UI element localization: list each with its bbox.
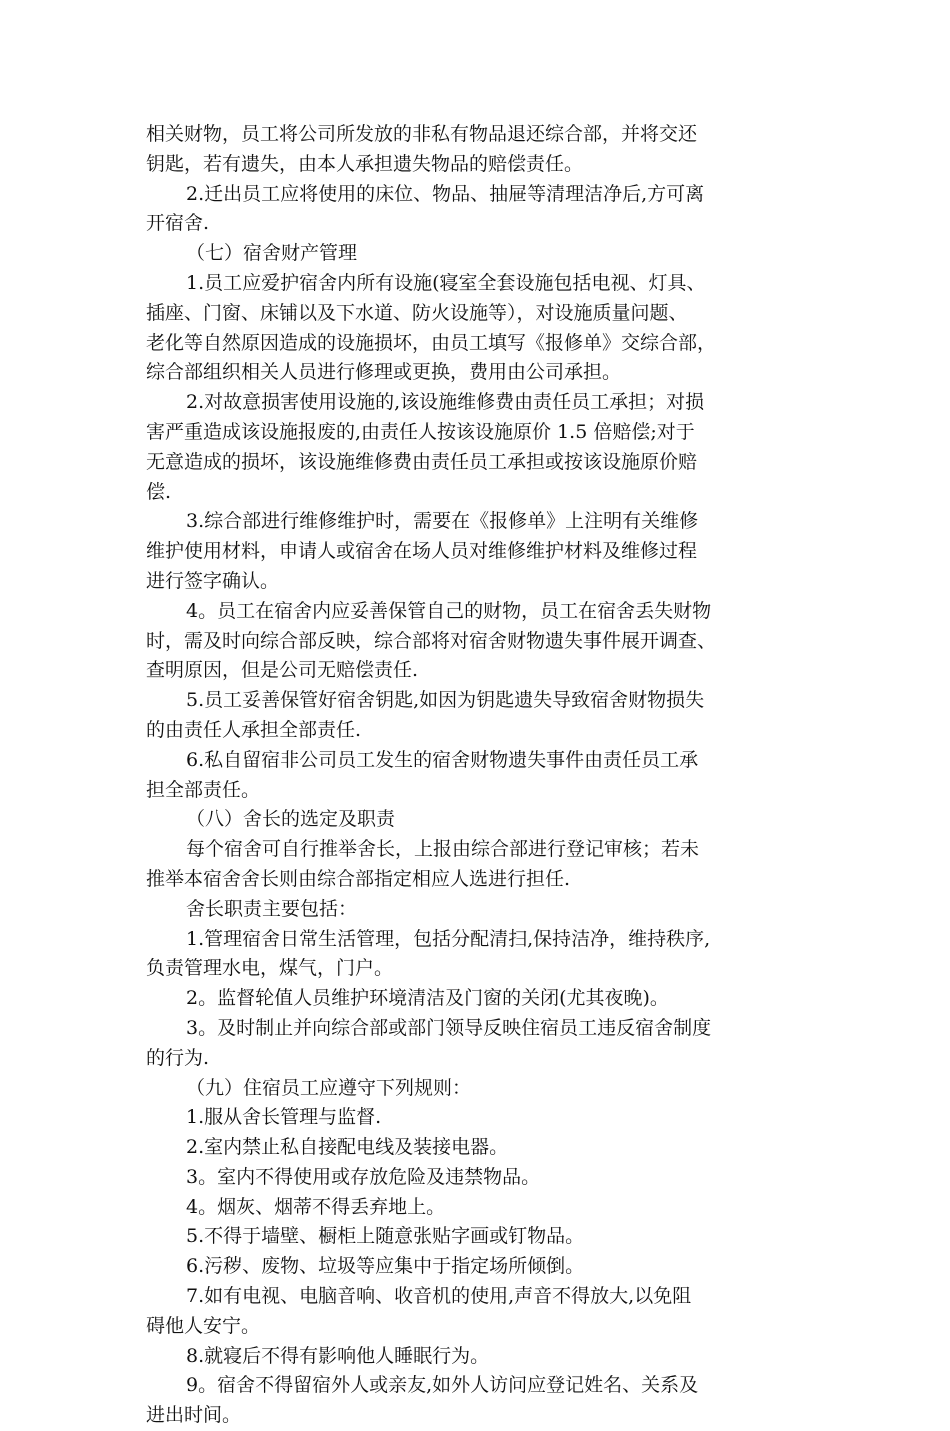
text-line: 每个宿舍可自行推举舍长，上报由综合部进行登记审核；若未 [186,838,700,861]
text-line: 相关财物，员工将公司所发放的非私有物品退还综合部，并将交还 [146,123,698,145]
document-body [146,120,816,1431]
text-line: 进出时间。 [146,1404,242,1427]
text-line: 的由责任人承担全部责任. [146,718,362,741]
text-line: 老化等自然原因造成的设施损坏，由员工填写《报修单》交综合部， [146,331,717,354]
text-line: 无意造成的损坏，该设施维修费由责任员工承担或按该设施原价赔 [146,450,698,473]
text-line: 4。烟灰、烟蒂不得丢弃地上。 [186,1195,446,1218]
text-line: 1.员工应爱护宿舍内所有设施(寝室全套设施包括电视、灯具、 [186,271,706,294]
text-line: 6.污秽、废物、垃圾等应集中于指定场所倾倒。 [186,1255,585,1278]
text-line: 3.综合部进行维修维护时，需要在《报修单》上注明有关维修 [186,510,699,533]
text-line: 3。室内不得使用或存放危险及违禁物品。 [186,1165,541,1188]
text-line: 推举本宿舍舍长则由综合部指定相应人选进行担任. [146,867,571,890]
text-line: 5.员工妥善保管好宿舍钥匙,如因为钥匙遗失导致宿舍财物损失 [186,689,705,712]
text-line: 时，需及时向综合部反映，综合部将对宿舍财物遗失事件展开调查、 [146,629,717,652]
text-line: 进行签字确认。 [146,569,280,592]
text-line: 2.室内禁止私自接配电线及装接电器。 [186,1136,509,1159]
text-line: 维护使用材料，申请人或宿舍在场人员对维修维护材料及维修过程 [146,540,698,563]
text-line: 3。及时制止并向综合部或部门领导反映住宿员工违反宿舍制度 [186,1016,712,1039]
text-line: 碍他人安宁。 [146,1314,261,1337]
text-line: 6.私自留宿非公司员工发生的宿舍财物遗失事件由责任员工承 [186,748,699,771]
text-line: （八）舍长的选定及职责 [186,808,396,831]
text-line: 2。监督轮值人员维护环境清洁及门窗的关闭(尤其夜晚)。 [186,987,669,1010]
text-line: 2.迁出员工应将使用的床位、物品、抽屉等清理洁净后,方可离 [186,182,705,205]
text-line: 负责管理水电，煤气，门户。 [146,957,394,980]
text-line: 的行为. [146,1046,210,1069]
text-line: 1.服从舍长管理与监督. [186,1106,382,1129]
text-line: 钥匙，若有遗失，由本人承担遗失物品的赔偿责任。 [146,152,584,175]
text-line: 查明原因，但是公司无赔偿责任. [146,659,419,682]
text-line: （九）住宿员工应遵守下列规则： [186,1076,472,1099]
text-line: 害严重造成该设施报废的,由责任人按该设施原价 1.5 倍赔偿;对于 [146,420,695,443]
text-line: 偿. [146,480,172,503]
text-line: （七）宿舍财产管理 [186,242,358,265]
text-line: 综合部组织相关人员进行修理或更换，费用由公司承担。 [146,361,622,384]
text-line: 插座、门窗、床铺以及下水道、防火设施等），对设施质量问题、 [146,301,688,324]
text-line: 1.管理宿舍日常生活管理，包括分配清扫,保持洁净，维持秩序, [186,927,711,950]
text-line: 开宿舍. [146,212,210,235]
text-line: 8.就寝后不得有影响他人睡眠行为。 [186,1344,490,1367]
text-line: 9。宿舍不得留宿外人或亲友,如外人访问应登记姓名、关系及 [186,1374,699,1397]
text-line: 担全部责任。 [146,778,261,801]
text-line: 4。员工在宿舍内应妥善保管自己的财物，员工在宿舍丢失财物 [186,599,712,622]
text-line: 5.不得于墙壁、橱柜上随意张贴字画或钉物品。 [186,1225,585,1248]
text-line: 7.如有电视、电脑音响、收音机的使用,声音不得放大,以免阻 [186,1285,692,1308]
text-line: 2.对故意损害使用设施的,该设施维修费由责任员工承担；对损 [186,391,705,414]
text-line: 舍长职责主要包括： [186,897,358,920]
